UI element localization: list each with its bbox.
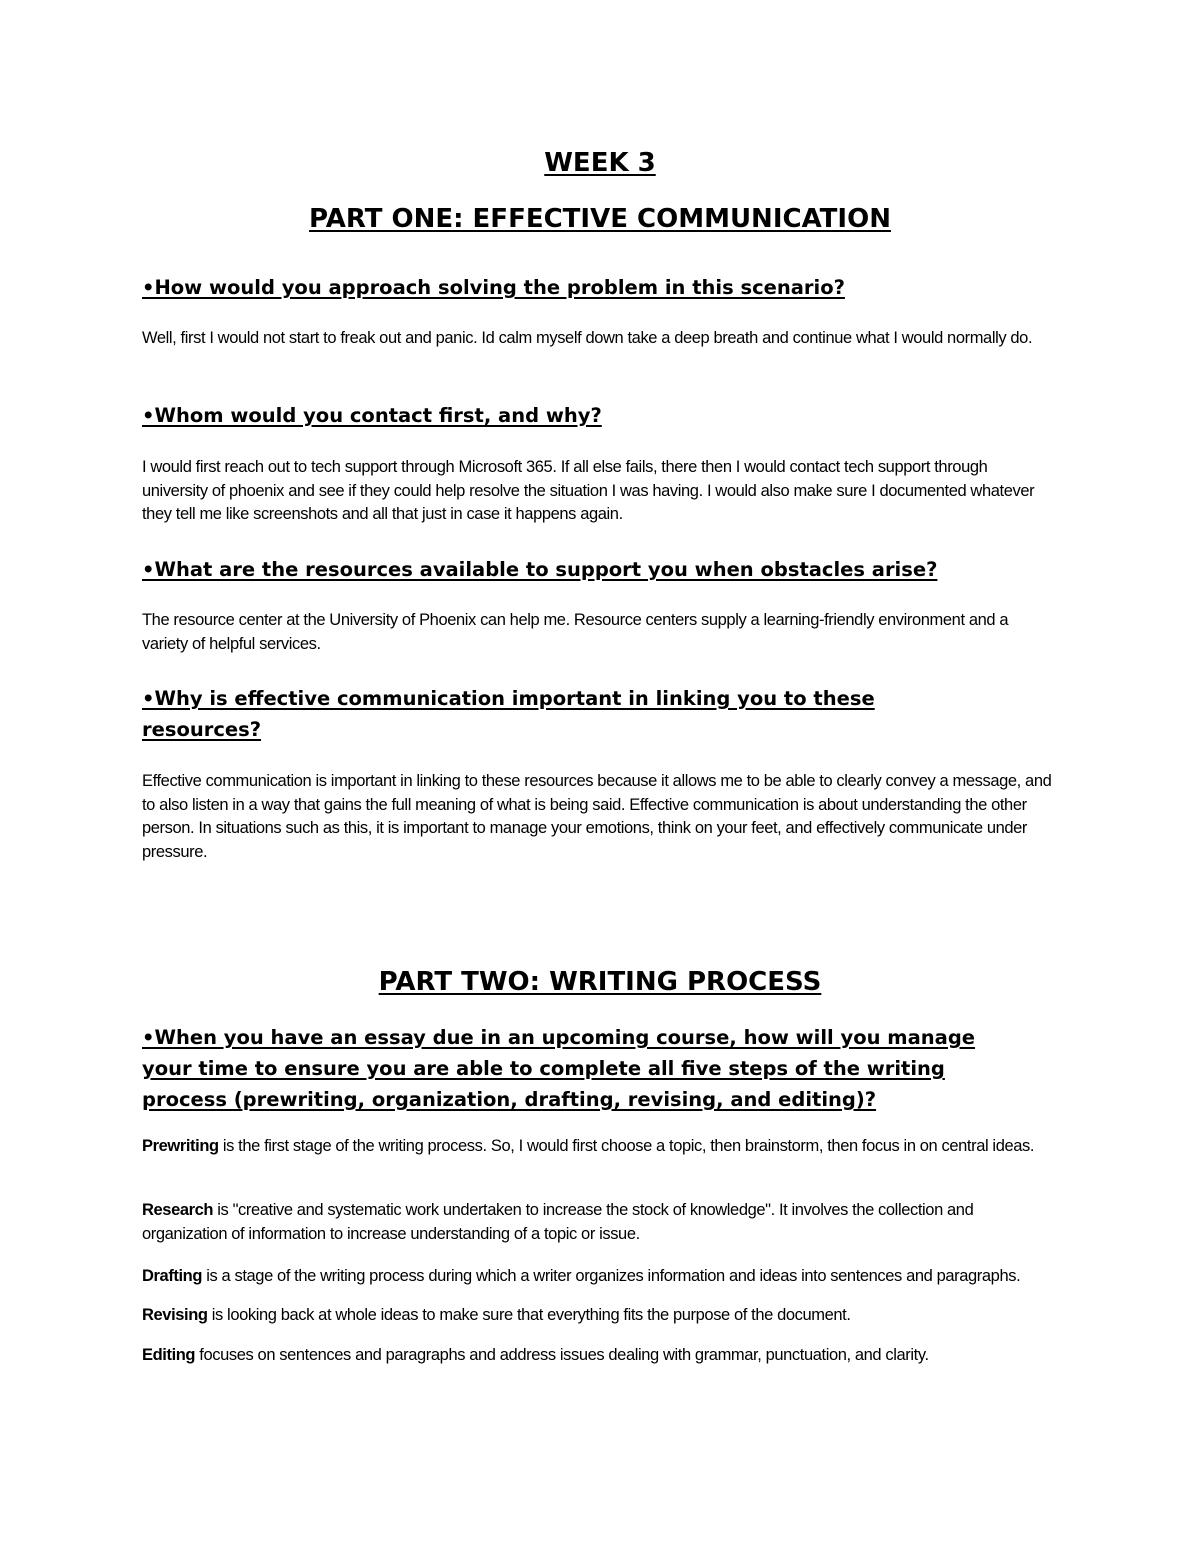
step-term: Research [142, 1201, 214, 1219]
step-term: Editing [142, 1346, 196, 1364]
step-term: Prewriting [142, 1137, 219, 1155]
step-drafting [142, 1265, 1052, 1289]
step-text: is a stage of the writing process during which a writer organizes information and ideas into sentences and paragraphs. [202, 1267, 1021, 1285]
step-text: is looking back at whole ideas to make sure that everything fits the purpose of the document. [207, 1306, 851, 1324]
question-resources: •What are the resources available to support you when obstacles arise? [142, 558, 938, 581]
question-contact: •Whom would you contact first, and why? [142, 404, 602, 427]
part-one-title: PART ONE: EFFECTIVE COMMUNICATION [309, 204, 891, 234]
step-term: Drafting [142, 1267, 203, 1285]
question-communication: •Why is effective communication important in linking you to these resources? [142, 687, 875, 741]
week-title: WEEK 3 [544, 148, 656, 178]
part-two-title: PART TWO: WRITING PROCESS [378, 967, 822, 997]
step-research [142, 1199, 1052, 1246]
step-revising [142, 1304, 1052, 1328]
step-text: is "creative and systematic work undertaken to increase the stock of knowledge". It involves the collection and organization of information to increase understanding of a topic or issue. [142, 1201, 974, 1243]
step-editing [142, 1344, 1052, 1368]
answer-communication: Effective communication is important in linking to these resources because it allows me to be able to clearly convey a message, and to also listen in a way that gains the full meaning of what is being said. Effective communication is about understanding the other person. In situations such as this, it is important to manage your emotions, think on your feet, and effectively communicate under pressure. [142, 772, 1052, 861]
step-text: is the first stage of the writing process. So, I would first choose a topic, then brainstorm, then focus in on central ideas. [218, 1137, 1035, 1155]
answer-resources: The resource center at the University of Phoenix can help me. Resource centers supply a learning-friendly environment and a variety of helpful services. [142, 611, 1009, 653]
question-time-management: •When you have an essay due in an upcoming course, how will you manage your time to ensure you are able to complete all five steps of the writing process (prewriting, organization, drafting, revising, and editing)? [142, 1026, 975, 1111]
step-prewriting [142, 1135, 1052, 1159]
question-approach: •How would you approach solving the problem in this scenario? [142, 276, 845, 299]
step-term: Revising [142, 1306, 208, 1324]
answer-approach: Well, first I would not start to freak out and panic. Id calm myself down take a deep breath and continue what I would normally do. [142, 329, 1033, 347]
answer-contact: I would first reach out to tech support through Microsoft 365. If all else fails, there then I would contact tech support through university of phoenix and see if they could help resolve the situation I was having. I would also make sure I documented whatever they tell me like screenshots and all that just in case it happens again. [142, 458, 1035, 523]
step-text: focuses on sentences and paragraphs and address issues dealing with grammar, punctuation, and clarity. [195, 1346, 929, 1364]
